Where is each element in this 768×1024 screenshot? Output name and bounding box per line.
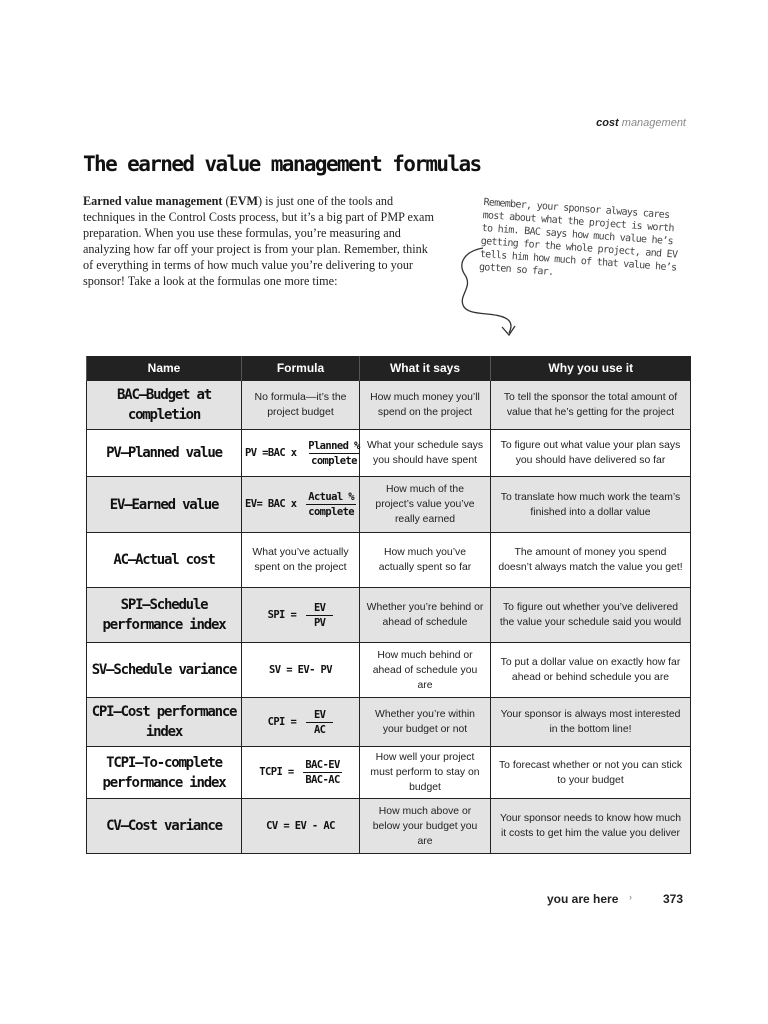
table-row bbox=[87, 747, 691, 799]
row-name: CPI—Cost performance index bbox=[87, 698, 242, 747]
evm-formula-table bbox=[86, 356, 691, 854]
section-header-muted: management bbox=[621, 117, 686, 129]
formula-fraction bbox=[303, 759, 341, 786]
row-why: To tell the sponsor the total amount of value that he’s getting for the project bbox=[491, 381, 691, 430]
row-formula: SV = EV- PV bbox=[242, 643, 360, 698]
row-name: BAC—Budget at completion bbox=[87, 381, 242, 430]
row-formula: CV = EV - AC bbox=[242, 799, 360, 854]
table-row bbox=[87, 588, 691, 643]
row-formula bbox=[242, 477, 360, 533]
formula-prefix: CPI = bbox=[267, 715, 297, 728]
row-why: Your sponsor needs to know how much it costs to get him the value you deliver bbox=[491, 799, 691, 854]
header-what-it-says: What it says bbox=[360, 356, 491, 381]
row-why: To figure out what value your plan says you should have delivered so far bbox=[491, 430, 691, 477]
row-name: EV—Earned value bbox=[87, 477, 242, 533]
table-row bbox=[87, 533, 691, 588]
row-what-it-says: How much money you’ll spend on the project bbox=[360, 381, 491, 430]
formula-prefix: EV= BAC x bbox=[245, 498, 297, 510]
intro-body: is just one of the tools and techniques in the Control Costs process, but it’s a big part of PMP exam preparation. When you use these formulas, you’re measuring and analyzing how far off your project is from your plan. Remember, think of everything in terms of how much value you’re delivering to your sponsor! Take a look at the formulas one more time: bbox=[83, 194, 434, 288]
row-what-it-says: What your schedule says you should have spent bbox=[360, 430, 491, 477]
row-name: PV—Planned value bbox=[87, 430, 242, 477]
formula-denominator: BAC-AC bbox=[305, 774, 340, 786]
row-formula bbox=[242, 698, 360, 747]
formula-prefix: SPI = bbox=[267, 608, 297, 621]
row-name: AC—Actual cost bbox=[87, 533, 242, 588]
intro-paragraph: Earned value management (EVM) is just one of the tools and techniques in the Control Costs process, but it’s a big part of PMP exam preparation. When you use these formulas, you’re measuring and analyzing how far off your project is from your plan. Remember, think of everything in terms of how much value you’re delivering to your sponsor! Take a look at the formulas one more time: bbox=[83, 194, 434, 288]
formula-numerator: EV bbox=[313, 601, 326, 614]
formula-fraction bbox=[306, 709, 333, 736]
formula-fraction bbox=[306, 440, 362, 467]
row-why: To translate how much work the team’s finished into a dollar value bbox=[491, 477, 691, 533]
formula-numerator: Planned % bbox=[308, 439, 360, 452]
formula-numerator: EV bbox=[313, 708, 326, 721]
row-name: TCPI—To-complete performance index bbox=[87, 747, 242, 799]
table-row bbox=[87, 381, 691, 430]
you-are-here-label: you are here bbox=[547, 892, 619, 906]
row-formula bbox=[242, 747, 360, 799]
intro-abbr: EVM bbox=[229, 194, 259, 208]
page-number: 373 bbox=[663, 892, 684, 906]
table-row bbox=[87, 799, 691, 854]
row-what-it-says: Whether you’re behind or ahead of schedule bbox=[360, 588, 491, 643]
handwritten-note: Remember, your sponsor always cares most about what the project is worth to him. BAC says how much value he’s getting for the whole project, and EV tells him how much of that value he’s gotten so far. bbox=[478, 196, 678, 279]
note-arrow-icon bbox=[455, 245, 535, 340]
row-what-it-says: How much behind or ahead of schedule you are bbox=[360, 643, 491, 698]
header-why: Why you use it bbox=[491, 356, 691, 381]
formula-fraction bbox=[306, 602, 333, 629]
row-name: SPI—Schedule performance index bbox=[87, 588, 242, 643]
formula-denominator: PV bbox=[306, 615, 333, 629]
formula-fraction bbox=[306, 491, 356, 518]
table-row bbox=[87, 643, 691, 698]
chevron-right-icon: › bbox=[629, 892, 632, 902]
table-row bbox=[87, 477, 691, 533]
row-name: SV—Schedule variance bbox=[87, 643, 242, 698]
row-name: CV—Cost variance bbox=[87, 799, 242, 854]
header-formula: Formula bbox=[242, 356, 360, 381]
page-title: The earned value management formulas bbox=[83, 152, 481, 176]
row-formula: What you’ve actually spent on the project bbox=[242, 533, 360, 588]
row-what-it-says: How much of the project’s value you’ve really earned bbox=[360, 477, 491, 533]
table-header-row bbox=[87, 356, 691, 381]
formula-denominator: complete bbox=[311, 454, 357, 467]
row-formula: No formula—it’s the project budget bbox=[242, 381, 360, 430]
row-why: The amount of money you spend doesn’t always match the value you get! bbox=[491, 533, 691, 588]
section-header bbox=[596, 117, 686, 129]
row-what-it-says: Whether you’re within your budget or not bbox=[360, 698, 491, 747]
formula-denominator: AC bbox=[306, 722, 333, 736]
formula-numerator: Actual % bbox=[308, 491, 355, 503]
table-row bbox=[87, 698, 691, 747]
row-what-it-says: How much you’ve actually spent so far bbox=[360, 533, 491, 588]
row-formula bbox=[242, 588, 360, 643]
row-why: To put a dollar value on exactly how far ahead or behind schedule you are bbox=[491, 643, 691, 698]
formula-prefix: PV =BAC x bbox=[245, 446, 297, 459]
row-why: To figure out whether you’ve delivered the value your schedule said you would bbox=[491, 588, 691, 643]
formula-prefix: TCPI = bbox=[259, 766, 294, 778]
intro-term: Earned value management bbox=[83, 194, 223, 208]
row-why: Your sponsor is always most interested in the bottom line! bbox=[491, 698, 691, 747]
formula-numerator: BAC-EV bbox=[305, 759, 340, 771]
section-header-bold: cost bbox=[596, 117, 619, 129]
row-what-it-says: How much above or below your budget you are bbox=[360, 799, 491, 854]
row-why: To forecast whether or not you can stick to your budget bbox=[491, 747, 691, 799]
header-name: Name bbox=[87, 356, 242, 381]
formula-denominator: complete bbox=[308, 506, 355, 518]
table-row bbox=[87, 430, 691, 477]
row-formula bbox=[242, 430, 360, 477]
row-what-it-says: How well your project must perform to stay on budget bbox=[360, 747, 491, 799]
